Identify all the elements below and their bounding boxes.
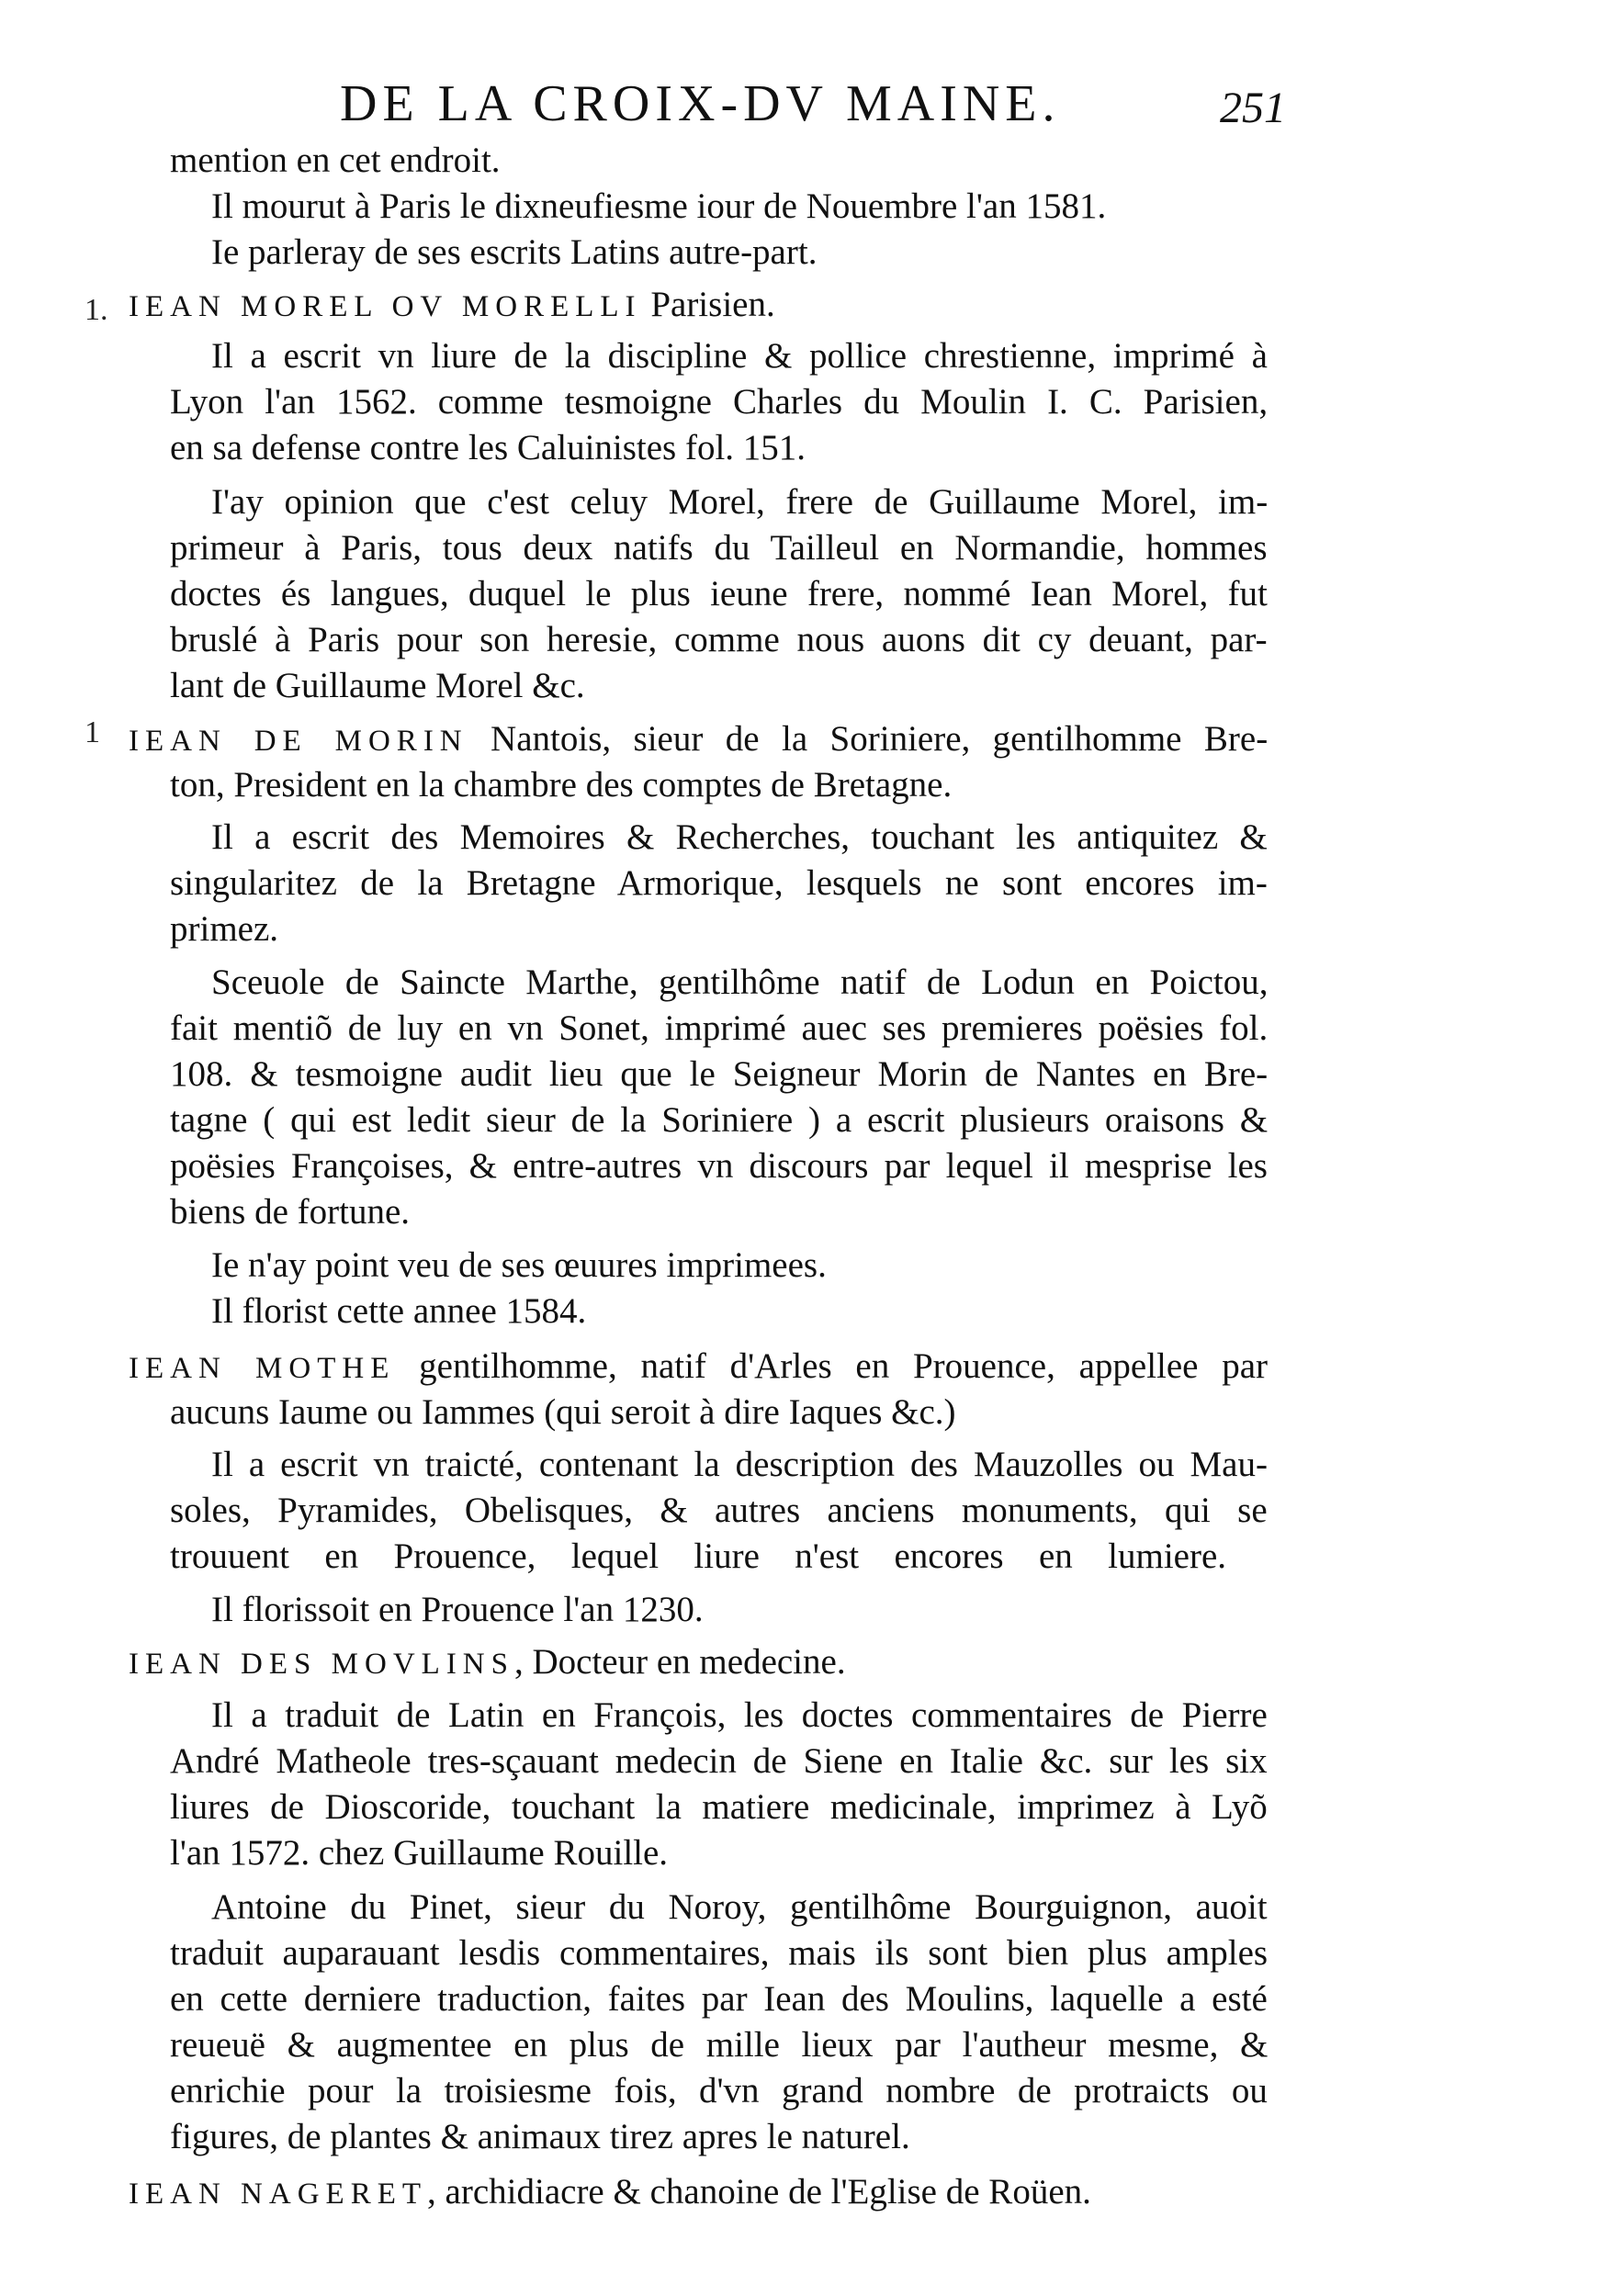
text-line: enrichie pour la troisiesme fois, d'vn grand nombre de protraicts ou	[170, 2071, 1268, 2110]
text-line: Il a traduit de Latin en François, les doctes commentaires de Pierre	[211, 1695, 1268, 1735]
author-name: IEAN DE MORIN	[129, 725, 468, 758]
text-line: fait mentiõ de luy en vn Sonet, imprimé auec ses premieres poësies fol.	[170, 1008, 1269, 1048]
author-name: IEAN MOTHE	[129, 1352, 396, 1385]
text-line: traduit auparauant lesdis commentaires, mais ils sont bien plus amples	[170, 1933, 1269, 1973]
text-line: mention en cet endroit.	[170, 141, 501, 180]
text-line: André Matheole tres-sçauant medecin de Siene en Italie &c. sur les six	[170, 1741, 1268, 1781]
text-line: en cette derniere traduction, faites par Iean des Moulins, laquelle a esté	[170, 1979, 1268, 2019]
text-line: trouuent en Prouence, lequel liure n'est encores en lumiere.	[170, 1536, 1227, 1576]
text-line: 108. & tesmoigne audit lieu que le Seigneur Morin de Nantes en Bre-	[170, 1054, 1269, 1094]
text-line: l'an 1572. chez Guillaume Rouille.	[170, 1833, 669, 1873]
author-name: IEAN MOREL OV MORELLI	[129, 290, 642, 323]
text-line: doctes és langues, duquel le plus ieune frere, nommé Iean Morel, fut	[170, 574, 1268, 613]
text-line: singularitez de la Bretagne Armorique, lesquels ne sont encores im-	[170, 863, 1268, 903]
text-line: tagne ( qui est ledit sieur de la Soriniere ) a escrit plusieurs oraisons &	[170, 1100, 1269, 1140]
text-line: Il florissoit en Prouence l'an 1230.	[211, 1590, 704, 1629]
text-line: Ie n'ay point veu de ses œuures imprimees.	[211, 1245, 827, 1285]
text-line: Antoine du Pinet, sieur du Noroy, gentilhôme Bourguignon, auoit	[211, 1887, 1268, 1927]
margin-mark: 1	[85, 715, 100, 749]
text-line: primeur à Paris, tous deux natifs du Tailleul en Normandie, hommes	[170, 528, 1268, 568]
page-number: 251	[1220, 84, 1286, 132]
entry-heading-line	[129, 1639, 846, 1685]
author-description: gentilhomme, natif d'Arles en Prouence, appellee par	[395, 1346, 1269, 1386]
text-line: Lyon l'an 1562. comme tesmoigne Charles du Moulin I. C. Parisien,	[170, 382, 1269, 422]
text-line: Il florist cette annee 1584.	[211, 1291, 587, 1331]
text-line: lant de Guillaume Morel &c.	[170, 666, 585, 705]
running-title: DE LA CROIX-DV MAINE.	[340, 75, 1061, 132]
entry-heading-line	[129, 716, 1268, 762]
text-line: Sceuole de Saincte Marthe, gentilhôme natif de Lodun en Poictou,	[211, 962, 1269, 1002]
text-line: I'ay opinion que c'est celuy Morel, frere de Guillaume Morel, im-	[211, 482, 1269, 522]
text-line: primez.	[170, 909, 279, 949]
entry-heading-line	[129, 2169, 1091, 2215]
author-description: , archidiacre & chanoine de l'Eglise de Roüen.	[427, 2172, 1091, 2212]
entry-heading-line	[129, 1344, 1268, 1390]
text-line: poësies Françoises, & entre-autres vn discours par lequel il mesprise les	[170, 1146, 1268, 1186]
text-line: Il a escrit vn liure de la discipline & pollice chrestienne, imprimé à	[211, 336, 1268, 376]
text-line: biens de fortune.	[170, 1192, 411, 1232]
text-line: bruslé à Paris pour son heresie, comme nous auons dit cy deuant, par-	[170, 620, 1268, 659]
text-line: ton, President en la chambre des comptes de Bretagne.	[170, 765, 953, 805]
author-description: , Docteur en medecine.	[514, 1642, 846, 1682]
text-line: Il a escrit vn traicté, contenant la description des Mauzolles ou Mau-	[211, 1445, 1268, 1484]
author-description: Parisien.	[641, 285, 775, 324]
text-line: soles, Pyramides, Obelisques, & autres anciens monuments, qui se	[170, 1491, 1268, 1530]
text-line: aucuns Iaume ou Iammes (qui seroit à dire Iaques &c.)	[170, 1392, 956, 1432]
text-line: Ie parleray de ses escrits Latins autre-part.	[211, 232, 818, 272]
text-line: Il mourut à Paris le dixneufiesme iour de Nouembre l'an 1581.	[211, 186, 1107, 226]
text-line: liures de Dioscoride, touchant la matiere medicinale, imprimez à Lyõ	[170, 1787, 1268, 1827]
text-line: en sa defense contre les Caluinistes fol. 151.	[170, 428, 806, 467]
text-line: Il a escrit des Memoires & Recherches, touchant les antiquitez &	[211, 817, 1268, 857]
margin-mark: 1.	[85, 293, 108, 327]
text-line: reueuë & augmentee en plus de mille lieux par l'autheur mesme, &	[170, 2025, 1269, 2065]
author-name: IEAN NAGERET	[129, 2178, 428, 2211]
entry-heading-line	[129, 282, 775, 328]
text-line: figures, de plantes & animaux tirez apres le naturel.	[170, 2117, 910, 2156]
author-description: Nantois, sieur de la Soriniere, gentilhomme Bre-	[468, 719, 1269, 759]
author-name: IEAN DES MOVLINS	[129, 1648, 514, 1681]
